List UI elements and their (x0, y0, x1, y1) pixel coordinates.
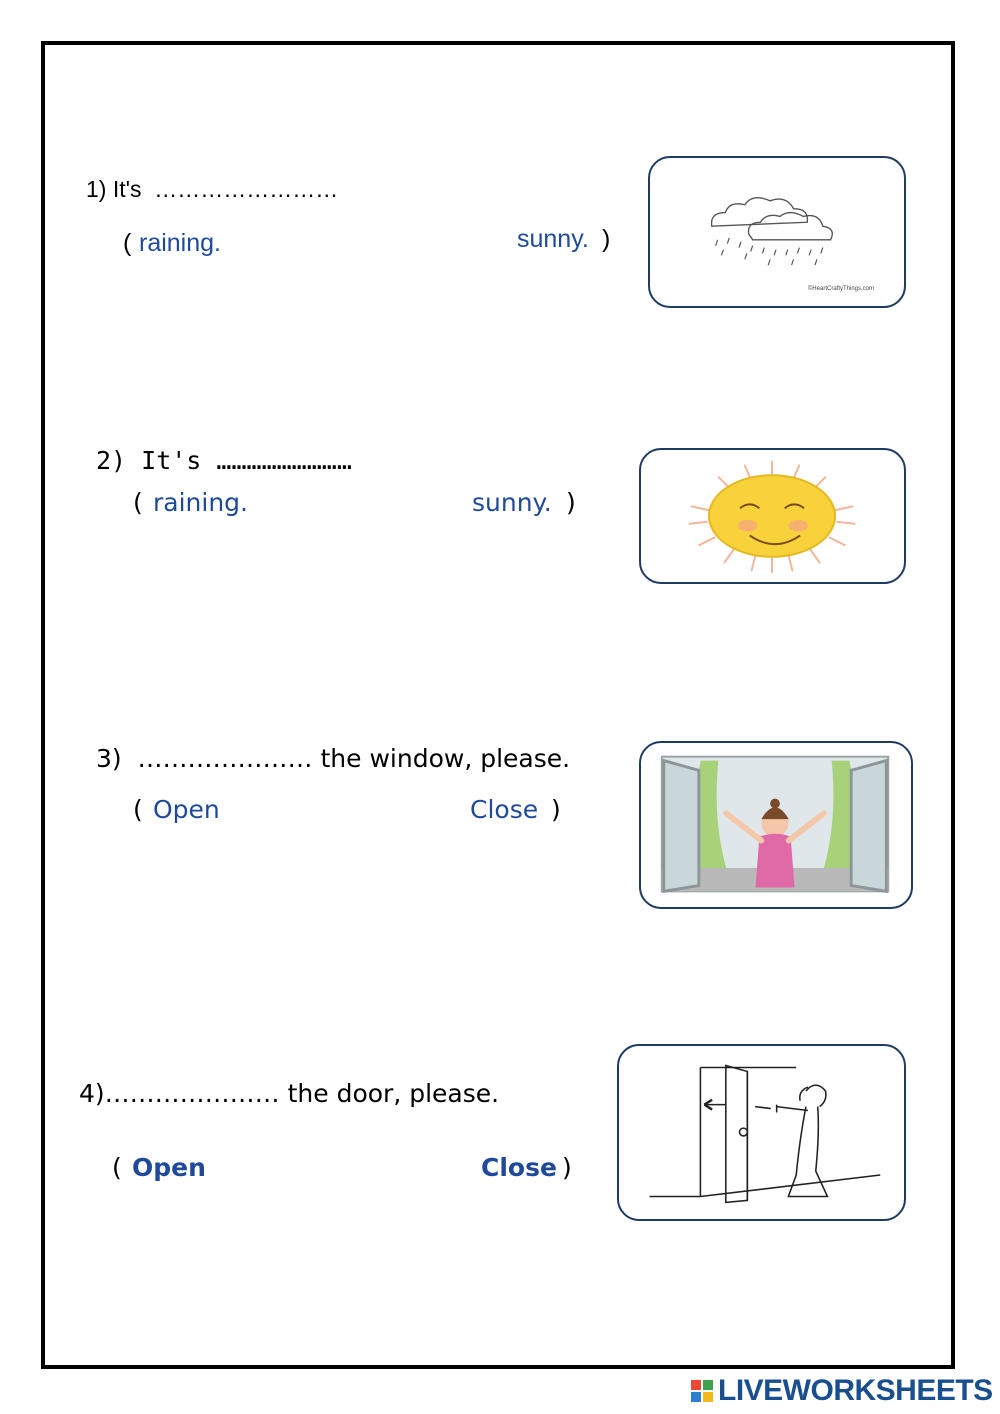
woman-opening-window-picture (639, 741, 913, 909)
question-4-option-close[interactable]: Close (481, 1153, 557, 1182)
question-4-option-open[interactable]: Open (132, 1153, 206, 1182)
person-opening-door-picture (617, 1044, 906, 1221)
door-icon (619, 1046, 904, 1219)
question-4-close-paren: ) (562, 1153, 572, 1182)
question-3-open-paren: ( (133, 795, 143, 824)
question-2-close-paren: ) (566, 488, 576, 517)
rain-cloud-icon (650, 158, 904, 306)
question-1-option-raining[interactable]: raining. (139, 229, 221, 257)
question-4-open-paren: ( (112, 1153, 122, 1182)
question-3-option-close[interactable]: Close (470, 795, 539, 824)
question-3-option-open[interactable]: Open (153, 795, 220, 824)
smiling-sun-picture (639, 448, 906, 584)
question-2-open-paren: ( (133, 488, 143, 517)
question-3-close-paren: ) (551, 795, 561, 824)
question-1-close-paren: ) (602, 225, 611, 253)
liveworksheets-brand-name: LIVEWORKSHEETS (718, 1374, 993, 1407)
sun-icon (641, 450, 904, 582)
liveworksheets-logo-icon (690, 1379, 714, 1403)
question-1-option-sunny[interactable]: sunny. (517, 225, 589, 253)
question-1-prompt: 1) It's …………………… (86, 176, 339, 202)
window-icon (641, 743, 911, 907)
rain-picture-caption: ©HeartCraftyThings.com (807, 286, 874, 292)
question-4-prompt: 4)………………… the door, please. (79, 1079, 500, 1108)
question-3-prompt: 3) ………………… the window, please. (96, 744, 571, 773)
question-2-option-sunny[interactable]: sunny. (472, 488, 552, 517)
liveworksheets-brand[interactable] (690, 1374, 993, 1408)
question-1-open-paren: ( (123, 229, 132, 257)
question-2-option-raining[interactable]: raining. (153, 488, 248, 517)
question-2-prompt: 2) It's ……………………… (96, 446, 352, 475)
rain-cloud-picture (648, 156, 906, 308)
